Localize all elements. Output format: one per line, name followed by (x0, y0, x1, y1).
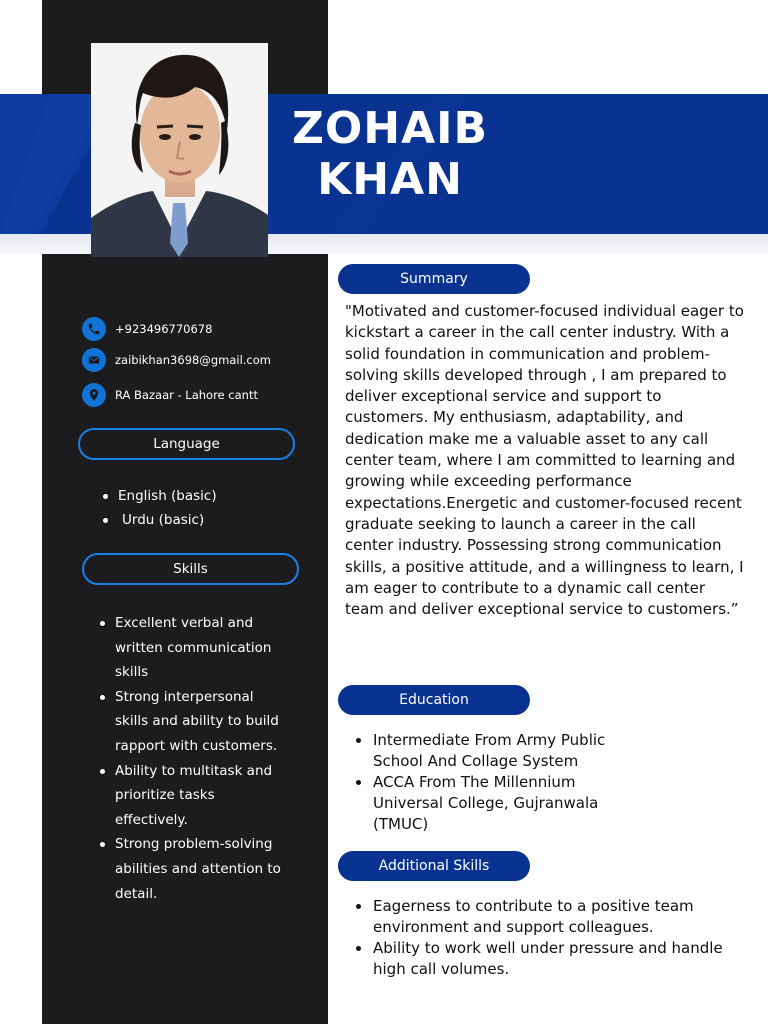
list-item: Strong problem-solving abilities and attention to detail. (98, 832, 283, 906)
additional-skills-heading: Additional Skills (338, 851, 530, 881)
contact-phone (82, 317, 212, 341)
list-item: Ability to multitask and prioritize tasks effectively. (98, 759, 283, 833)
profile-photo (91, 43, 268, 257)
contact-address (82, 383, 258, 407)
summary-heading: Summary (338, 264, 530, 294)
list-item: Excellent verbal and written communication skills (98, 611, 283, 685)
phone-icon (82, 317, 106, 341)
language-heading: Language (78, 428, 295, 460)
first-name: ZOHAIB (291, 103, 489, 154)
summary-text: "Motivated and customer-focused individual eager to kickstart a career in the call center industry. With a solid foundation in communication and problem-solving skills developed through , I am prepared to deliver exceptional service and support to customers. My enthusiasm, adaptability, and dedication make me a valuable asset to any call center team, where I am committed to learning and growing while exceeding performance expectations.Energetic and customer-focused recent graduate seeking to launch a career in the call center industry. Possessing strong communication skills, a positive attitude, and a willingness to learn, I am eager to contribute to a dynamic call center team and deliver exceptional service to customers.” (345, 302, 744, 619)
email-address: zaibikhan3698@gmail.com (115, 353, 271, 367)
address-text: RA Bazaar - Lahore cantt (115, 388, 258, 402)
candidate-name (290, 103, 490, 205)
list-item: Urdu (basic) (100, 508, 217, 532)
last-name: KHAN (317, 154, 463, 205)
skills-list (98, 611, 283, 906)
list-item: Ability to work well under pressure and handle high call volumes. (356, 938, 726, 980)
contact-email (82, 348, 271, 372)
language-list (100, 484, 217, 532)
skills-heading: Skills (82, 553, 299, 585)
phone-number: +923496770678 (115, 322, 213, 336)
location-pin-icon (82, 383, 106, 407)
list-item: ACCA From The Millennium Universal College, Gujranwala (TMUC) (356, 772, 646, 835)
list-item: Strong interpersonal skills and ability to build rapport with customers. (98, 685, 283, 759)
list-item: Intermediate From Army Public School And Collage System (356, 730, 646, 772)
list-item: Eagerness to contribute to a positive team environment and support colleagues. (356, 896, 726, 938)
education-heading: Education (338, 685, 530, 715)
education-list (356, 730, 646, 835)
mail-icon (82, 348, 106, 372)
additional-skills-list (356, 896, 726, 980)
list-item: English (basic) (100, 484, 217, 508)
